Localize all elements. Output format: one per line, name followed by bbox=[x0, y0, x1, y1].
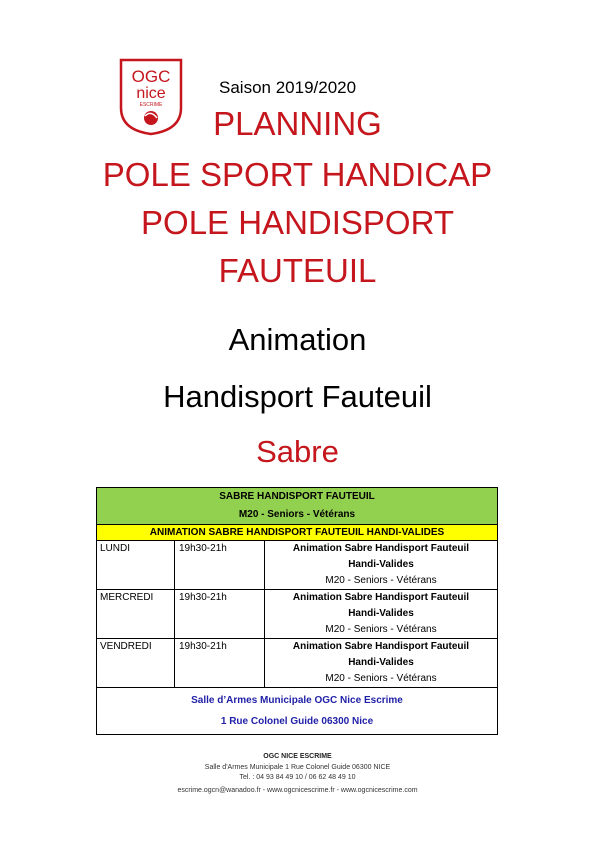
activity-cell bbox=[265, 590, 498, 639]
time-cell: 19h30-21h bbox=[175, 541, 265, 590]
activity-title: Animation Sabre Handisport Fauteuil bbox=[292, 592, 470, 603]
activity-categories: M20 - Seniors - Vétérans bbox=[325, 673, 437, 684]
activity-categories: M20 - Seniors - Vétérans bbox=[325, 624, 437, 635]
svg-text:nice: nice bbox=[136, 85, 166, 102]
day-cell: MERCREDI bbox=[97, 590, 175, 639]
svg-text:ESCRIME: ESCRIME bbox=[139, 102, 163, 108]
activity-cell bbox=[265, 639, 498, 688]
activity-subtitle: Handi-Valides bbox=[348, 608, 414, 619]
venue-address bbox=[97, 688, 498, 735]
subtitle-line-1: Animation bbox=[228, 322, 367, 357]
activity-categories: M20 - Seniors - Vétérans bbox=[325, 575, 437, 586]
activity-subtitle: Handi-Valides bbox=[348, 657, 414, 668]
activity-title: Animation Sabre Handisport Fauteuil bbox=[292, 543, 470, 554]
table-header bbox=[97, 488, 498, 525]
day-cell: VENDREDI bbox=[97, 639, 175, 688]
table-header-title: SABRE HANDISPORT FAUTEUIL bbox=[219, 491, 375, 502]
table-row bbox=[97, 541, 498, 590]
footer-phone: Tel. : 04 93 84 49 10 / 06 62 48 49 10 bbox=[239, 774, 356, 781]
activity-subtitle: Handi-Valides bbox=[348, 559, 414, 570]
footer-club-name: OGC NICE ESCRIME bbox=[263, 753, 332, 760]
svg-text:OGC: OGC bbox=[131, 67, 171, 86]
title-line-1: PLANNING bbox=[213, 105, 382, 142]
time-cell: 19h30-21h bbox=[175, 590, 265, 639]
footer-contact: escrime.ogcn@wanadoo.fr - www.ogcnicescrime.fr - www.ogcnicescrime.com bbox=[177, 787, 418, 794]
day-cell: LUNDI bbox=[97, 541, 175, 590]
title-line-4: FAUTEUIL bbox=[218, 252, 377, 289]
subtitle-line-3: Sabre bbox=[256, 434, 339, 469]
time-cell: 19h30-21h bbox=[175, 639, 265, 688]
schedule-table bbox=[96, 487, 498, 735]
venue-name: Salle d’Armes Municipale OGC Nice Escrime bbox=[191, 695, 403, 706]
title-line-3: POLE HANDISPORT bbox=[141, 204, 454, 241]
venue-street: 1 Rue Colonel Guide 06300 Nice bbox=[220, 716, 374, 727]
table-header-categories: M20 - Seniors - Vétérans bbox=[238, 509, 356, 520]
table-subheader: ANIMATION SABRE HANDISPORT FAUTEUIL HANDI-VALIDES bbox=[97, 525, 498, 541]
activity-title: Animation Sabre Handisport Fauteuil bbox=[292, 641, 470, 652]
subtitle-line-2: Handisport Fauteuil bbox=[163, 379, 432, 414]
table-row bbox=[97, 590, 498, 639]
title-line-2: POLE SPORT HANDICAP bbox=[102, 156, 493, 193]
footer-address: Salle d'Armes Municipale 1 Rue Colonel Guide 06300 NICE bbox=[204, 764, 391, 771]
table-row bbox=[97, 639, 498, 688]
season-label: Saison 2019/2020 bbox=[219, 78, 357, 97]
activity-cell bbox=[265, 541, 498, 590]
